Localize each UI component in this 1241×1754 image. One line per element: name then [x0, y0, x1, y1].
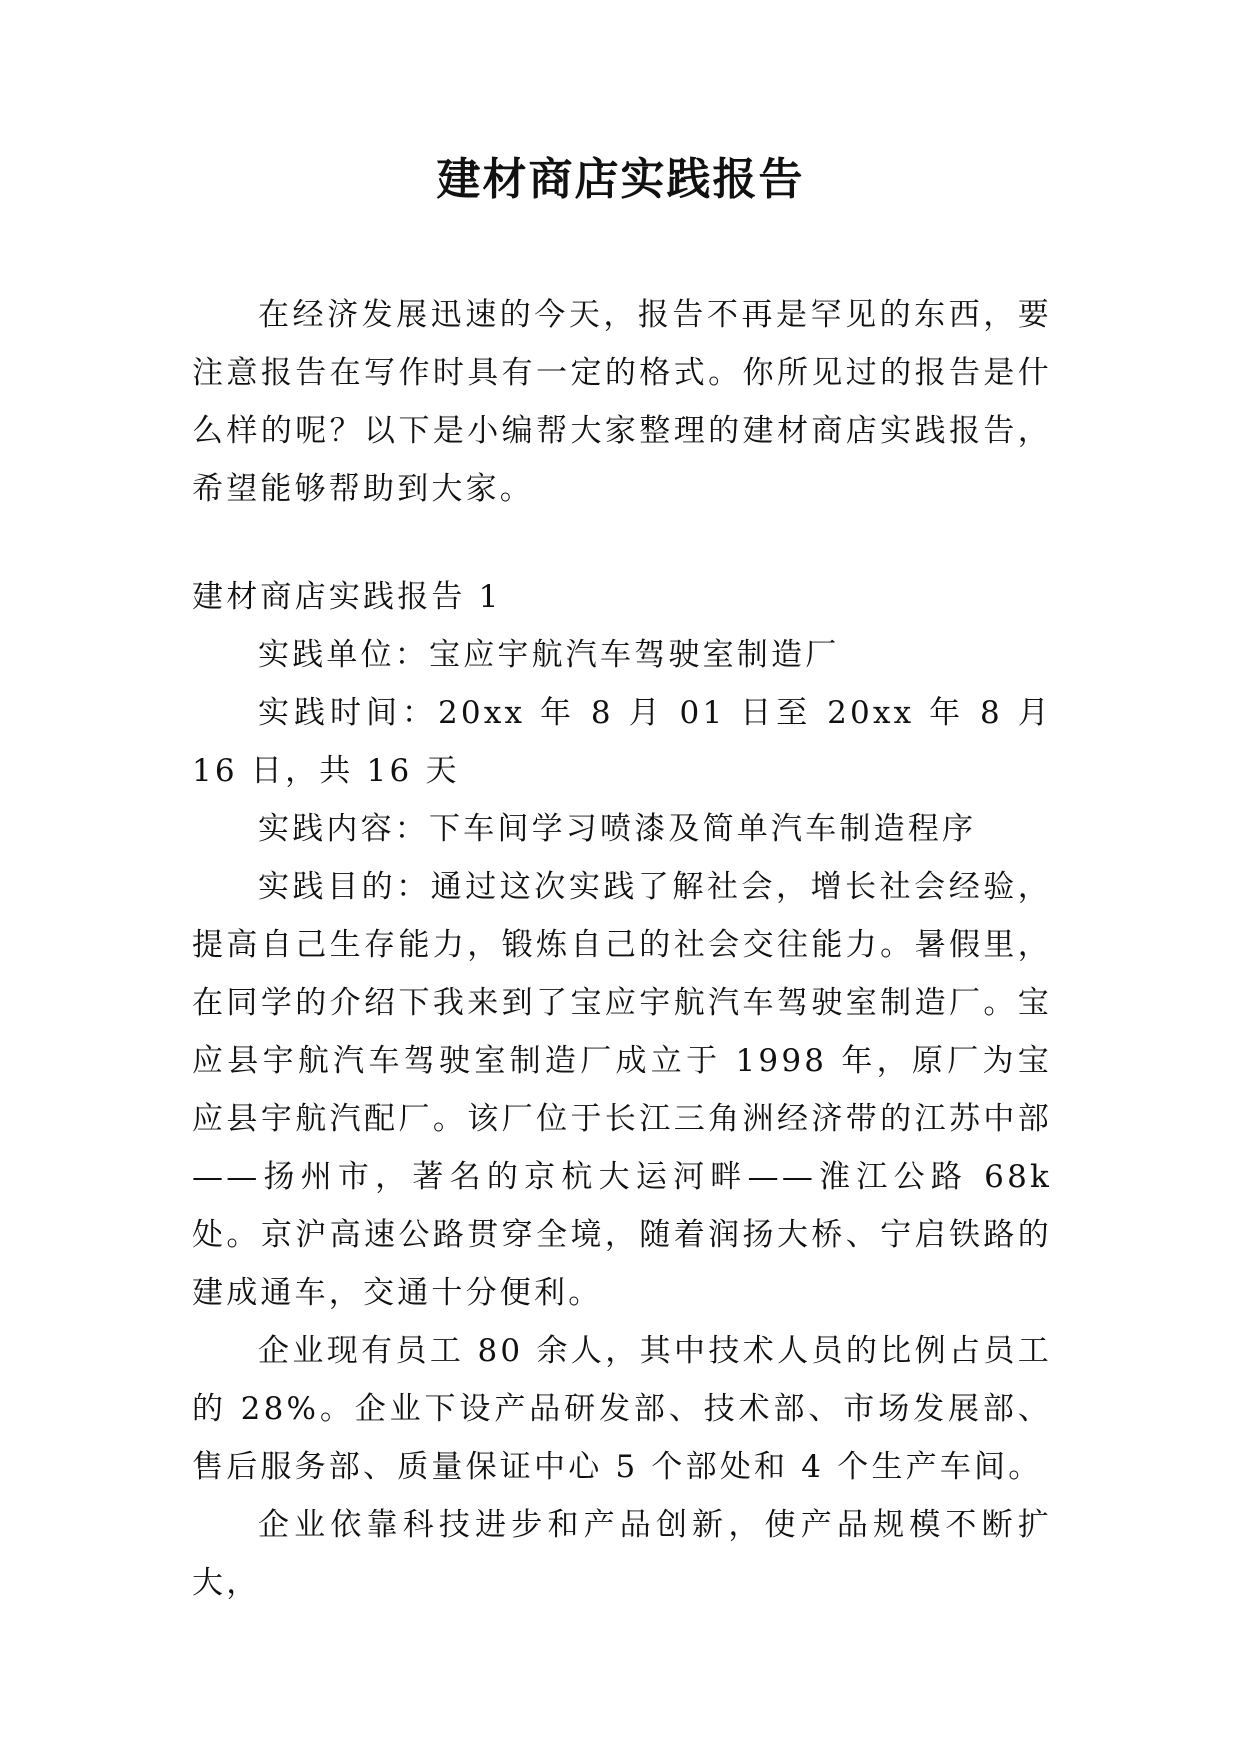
intro-paragraph: 在经济发展迅速的今天，报告不再是罕见的东西，要注意报告在写作时具有一定的格式。你所见过的报告是什么样的呢？以下是小编帮大家整理的建材商店实践报告，希望能够帮助到大家。: [192, 297, 1052, 507]
section-heading: 建材商店实践报告 1: [192, 579, 502, 615]
practice-content-paragraph: 实践内容：下车间学习喷漆及简单汽车制造程序: [258, 811, 977, 847]
practice-purpose-paragraph: 实践目的：通过这次实践了解社会，增长社会经验，提高自己生存能力，锻炼自己的社会交往能力。暑假里，在同学的介绍下我来到了宝应宇航汽车驾驶室制造厂。宝应县宇航汽车驾驶室制造厂成立于 1998 年，原厂为宝应县宇航汽配厂。该厂位于长江三角洲经济带的江苏中部——扬州市，著名的京杭大运河畔——淮江公路 68k 处。京沪高速公路贯穿全境，随着润扬大桥、宁启铁路的建成通车，交通十分便利。: [192, 869, 1052, 1311]
enterprise-innovation-paragraph: 企业依靠科技进步和产品创新，使产品规模不断扩大，: [192, 1507, 1052, 1601]
practice-time-paragraph: 实践时间：20xx 年 8 月 01 日至 20xx 年 8 月 16 日，共 16 天: [192, 695, 1052, 789]
practice-unit-paragraph: 实践单位：宝应宇航汽车驾驶室制造厂: [258, 637, 840, 673]
document-body: [192, 286, 1052, 1612]
enterprise-staff-paragraph: 企业现有员工 80 余人，其中技术人员的比例占员工的 28%。企业下设产品研发部、技术部、市场发展部、售后服务部、质量保证中心 5 个部处和 4 个生产车间。: [192, 1333, 1052, 1485]
document-title: 建材商店实践报告: [436, 154, 805, 205]
